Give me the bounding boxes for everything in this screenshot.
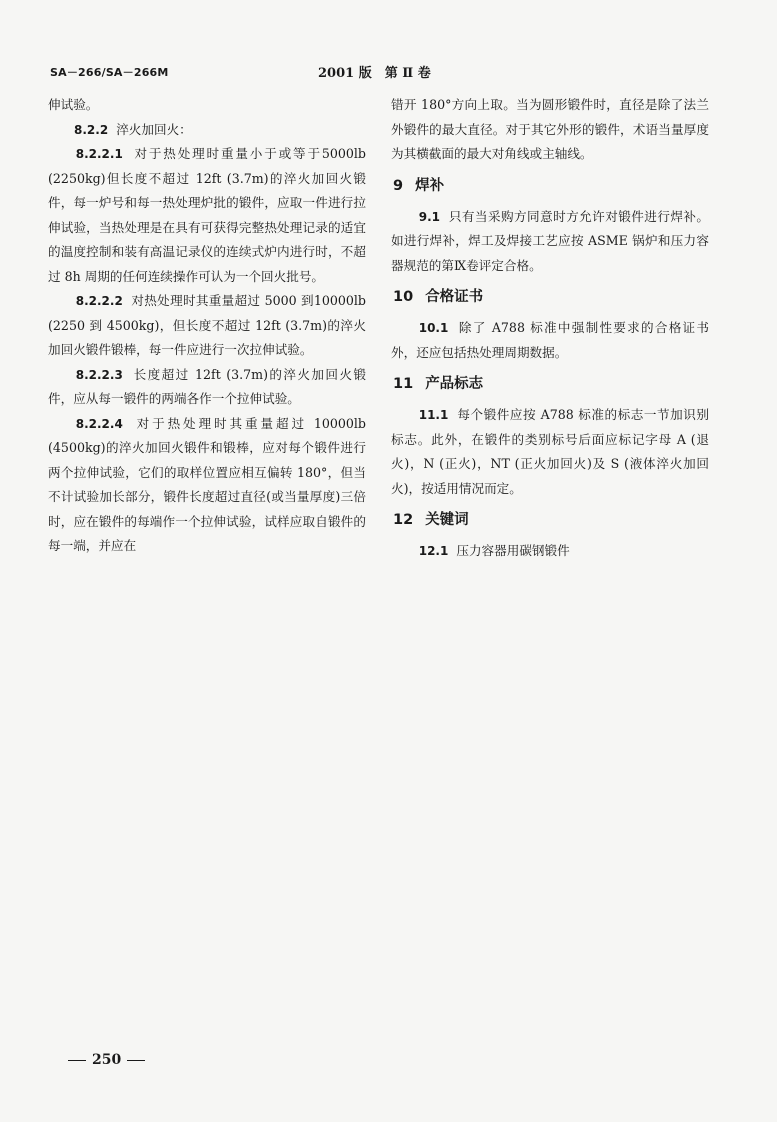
dash-left [68,1060,86,1061]
edition-label: 2001 版 第 Ⅱ 卷 [318,66,431,81]
clause-8-2-2-2 [48,289,366,363]
dash-right [127,1060,145,1061]
clause-number: 8.2.2.3 [75,367,123,382]
clause-text: 每个锻件应按 A788 标准的标志一节加识别标志。此外，在锻件的类别标号后面应标记字母 A (退火)，N (正火)，NT (正火加回火)及 S (液体淬火加回火)，按适用情况而定。 [391,407,709,496]
section-heading-11 [393,372,709,396]
standard-code: SA－266/SA－266M [50,66,169,79]
section-heading-12 [393,508,709,532]
section-heading-10 [393,285,709,309]
section-number: 11 [393,376,414,392]
paragraph: 伸试验。 [48,97,99,112]
clause-10-1 [391,316,709,365]
clause-number: 8.2.2.2 [75,294,123,308]
clause-text: 长度超过 12ft (3.7m)的淬火加回火锻件，应从每一锻件的两端各作一个拉伸试验。 [48,366,366,406]
section-title: 关键词 [425,512,469,528]
section-number: 12 [393,512,414,528]
clause-11-1 [391,403,709,501]
section-number: 9 [393,177,404,194]
clause-number: 8.2.2.4 [75,416,123,431]
clause-text: 对热处理时其重量超过 5000 到10000lb (2250 到 4500kg)，但长度不超过 12ft (3.7m)的淬火加回火锻件锻棒，每一件应进行一次拉伸试验。 [48,293,366,357]
clause-number: 9.1 [418,209,440,224]
clause-8-2-2 [48,118,366,143]
clause-number: 8.2.2 [74,122,109,137]
clause-8-2-2-1 [48,142,366,289]
left-column [48,93,366,559]
clause-number: 10.1 [418,321,449,335]
clause-text: 对于热处理时其重量超过 10000lb (4500kg)的淬火加回火锻件和锻棒，应对每个锻件进行两个拉伸试验，它们的取样位置应相互偏转 180°，但当不计试验加长部分，锻件长度超过直径(或当量厚度)三倍时，应在锻件的每端作一个拉伸试验，试样应取自锻件的每一端，并应在 [48,415,366,553]
section-title: 焊补 [415,177,445,194]
running-header [50,62,720,82]
clause-8-2-2-4 [48,412,366,559]
clause-12-1 [391,539,709,564]
clause-text: 压力容器用碳钢锻件 [456,543,570,558]
clause-number: 8.2.2.1 [75,147,123,161]
section-title: 产品标志 [425,376,484,392]
clause-text: 淬火加回火： [116,121,192,137]
right-column [391,93,709,564]
clause-text: 除了 A788 标准中强制性要求的合格证书外，还应包括热处理周期数据。 [391,320,710,360]
clause-9-1 [391,205,709,279]
clause-text: 对于热处理时重量小于或等于5000lb (2250kg)但长度不超过 12ft (3.7m)的淬火加回火锻件，每一炉号和每一热处理炉批的锻件，应取一件进行拉伸试验，当热处理是在具有可获得完整热处理记录的适宜的温度控制和装有高温记录仪的连续式炉内进行时，不超过 8h 周期的任何连续操作可认为一个回火批号。 [48,146,366,284]
clause-text: 只有当采购方同意时方允许对锻件进行焊补。如进行焊补，焊工及焊接工艺应按 ASME 锅炉和压力容器规范的第Ⅸ卷评定合格。 [391,208,710,273]
page-footer [62,1052,151,1068]
clause-number: 12.1 [418,544,449,558]
page-number: 250 [92,1052,122,1068]
paragraph: 错开 180°方向上取。当为圆形锻件时，直径是除了法兰外锻件的最大直径。对于其它外形的锻件，术语当量厚度为其横截面的最大对角线或主轴线。 [391,97,709,161]
clause-8-2-2-3 [48,363,366,412]
clause-number: 11.1 [418,408,449,422]
section-heading-9 [393,174,709,198]
section-number: 10 [393,289,414,305]
section-title: 合格证书 [425,289,484,305]
